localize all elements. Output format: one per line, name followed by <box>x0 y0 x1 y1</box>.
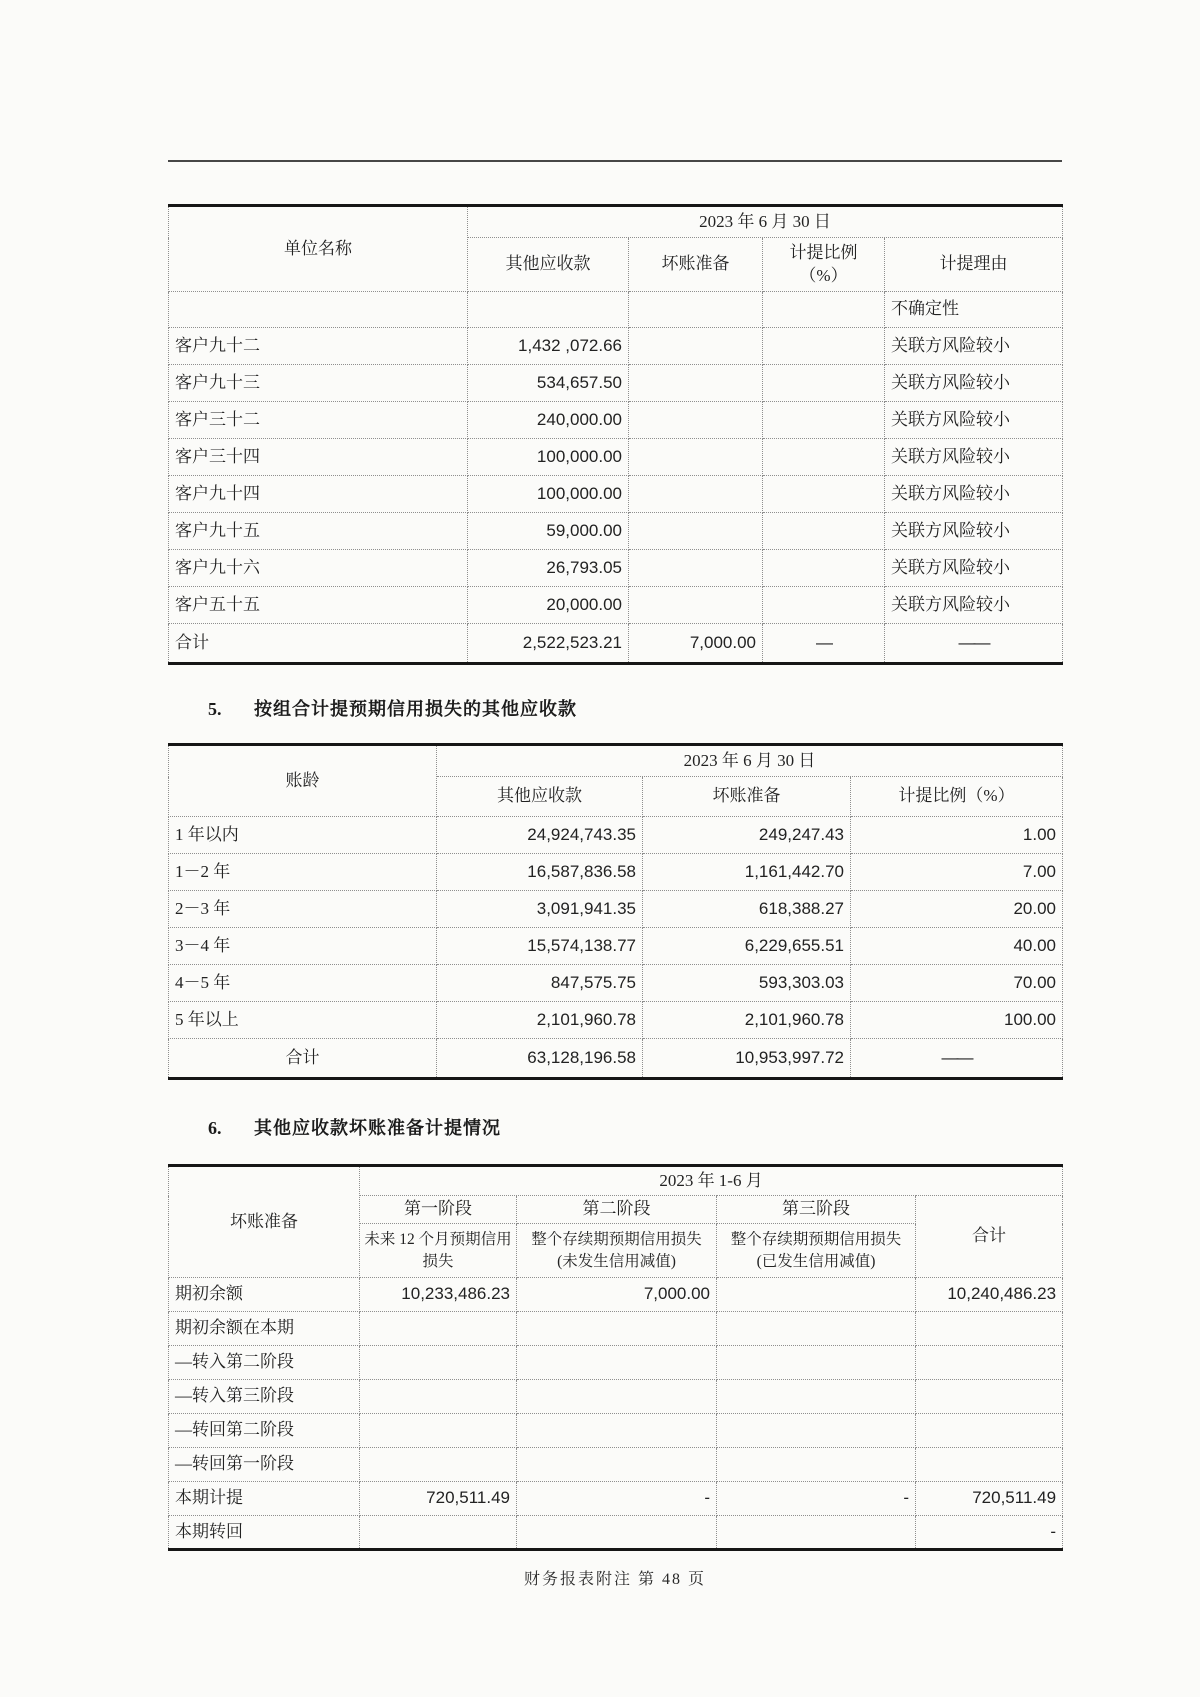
stage3-subheader: 整个存续期预期信用损失(已发生信用减值) <box>717 1224 916 1278</box>
receivable-col-header: 其他应收款 <box>468 238 629 292</box>
unit-name-cell: 客户九十四 <box>169 476 468 513</box>
stage1-cell <box>360 1448 517 1482</box>
provision-stages-table <box>168 1164 1063 1551</box>
stage2-subheader: 整个存续期预期信用损失(未发生信用减值) <box>517 1224 717 1278</box>
stage1-cell: 10,233,486.23 <box>360 1278 517 1312</box>
date-span-header: 2023 年 6 月 30 日 <box>468 206 1063 238</box>
unit-name-cell: 客户三十四 <box>169 439 468 476</box>
receivable-cell: 20,000.00 <box>468 587 629 624</box>
receivable-cell: 534,657.50 <box>468 365 629 402</box>
stage1-cell <box>360 1346 517 1380</box>
cell <box>629 292 763 328</box>
table-row <box>169 365 1063 402</box>
receivable-cell: 847,575.75 <box>437 965 643 1002</box>
total-cell <box>916 1414 1063 1448</box>
total-row <box>169 1039 1063 1079</box>
bad-debt-cell <box>629 550 763 587</box>
total-cell <box>916 1346 1063 1380</box>
stage3-cell <box>717 1346 916 1380</box>
receivable-col-header: 其他应收款 <box>437 777 643 817</box>
reason-cell: 关联方风险较小 <box>885 476 1063 513</box>
receivable-cell: 2,101,960.78 <box>437 1002 643 1039</box>
table-row <box>169 1002 1063 1039</box>
bad-debt-cell: 593,303.03 <box>643 965 851 1002</box>
stage1-cell <box>360 1312 517 1346</box>
stage1-header: 第一阶段 <box>360 1196 517 1224</box>
stage2-cell: - <box>517 1482 717 1516</box>
bad-debt-cell: 1,161,442.70 <box>643 854 851 891</box>
section-6-title: 其他应收款坏账准备计提情况 <box>254 1118 501 1138</box>
receivable-cell: 100,000.00 <box>468 439 629 476</box>
bad-debt-cell: 6,229,655.51 <box>643 928 851 965</box>
table-row <box>169 328 1063 365</box>
total-cell <box>916 1448 1063 1482</box>
row-label-cell: —转入第三阶段 <box>169 1380 360 1414</box>
table-row <box>169 476 1063 513</box>
stage2-header: 第二阶段 <box>517 1196 717 1224</box>
total-col-header: 合计 <box>916 1196 1063 1278</box>
table-row <box>169 1278 1063 1312</box>
table-row <box>169 965 1063 1002</box>
uncertainty-row <box>169 292 1063 328</box>
bad-debt-cell: 618,388.27 <box>643 891 851 928</box>
stage2-cell <box>517 1516 717 1550</box>
receivable-cell: 24,924,743.35 <box>437 817 643 854</box>
reason-cell: 关联方风险较小 <box>885 550 1063 587</box>
stage1-cell <box>360 1414 517 1448</box>
unit-name-cell: 客户五十五 <box>169 587 468 624</box>
unit-name-header: 单位名称 <box>169 206 468 292</box>
receivable-cell: 59,000.00 <box>468 513 629 550</box>
bad-debt-cell <box>629 476 763 513</box>
aging-cell: 1－2 年 <box>169 854 437 891</box>
table-row <box>169 1380 1063 1414</box>
unit-name-cell: 客户三十二 <box>169 402 468 439</box>
unit-name-cell: 客户九十六 <box>169 550 468 587</box>
bad-debt-cell <box>629 402 763 439</box>
total-receivable-cell: 2,522,523.21 <box>468 624 629 664</box>
bad-debt-cell <box>629 513 763 550</box>
table-row <box>169 550 1063 587</box>
ratio-cell: 100.00 <box>851 1002 1063 1039</box>
table-header-row <box>169 1166 1063 1196</box>
total-ratio-cell: —— <box>851 1039 1063 1079</box>
unit-name-cell: 客户九十二 <box>169 328 468 365</box>
receivable-cell: 100,000.00 <box>468 476 629 513</box>
receivable-cell: 16,587,836.58 <box>437 854 643 891</box>
reason-col-header: 计提理由 <box>885 238 1063 292</box>
ratio-cell: 7.00 <box>851 854 1063 891</box>
ratio-cell <box>763 402 885 439</box>
table-row <box>169 587 1063 624</box>
cell <box>763 292 885 328</box>
cell <box>169 292 468 328</box>
total-reason-cell: —— <box>885 624 1063 664</box>
provision-header: 坏账准备 <box>169 1166 360 1278</box>
stage2-cell <box>517 1380 717 1414</box>
ratio-col-header <box>763 238 885 292</box>
table-row <box>169 891 1063 928</box>
reason-cell: 关联方风险较小 <box>885 439 1063 476</box>
cell <box>468 292 629 328</box>
stage3-cell: - <box>717 1482 916 1516</box>
table-row <box>169 402 1063 439</box>
table-row <box>169 928 1063 965</box>
total-cell <box>916 1312 1063 1346</box>
section-5-title: 按组合计提预期信用损失的其他应收款 <box>254 699 577 719</box>
ratio-cell <box>763 476 885 513</box>
section-6-heading <box>168 1114 1062 1140</box>
ratio-cell <box>763 365 885 402</box>
ratio-cell <box>763 328 885 365</box>
stage3-cell <box>717 1278 916 1312</box>
row-label-cell: —转回第二阶段 <box>169 1414 360 1448</box>
row-label-cell: —转回第一阶段 <box>169 1448 360 1482</box>
table-row <box>169 854 1063 891</box>
aging-cell: 3－4 年 <box>169 928 437 965</box>
stage3-header: 第三阶段 <box>717 1196 916 1224</box>
reason-cell: 关联方风险较小 <box>885 402 1063 439</box>
receivable-cell: 15,574,138.77 <box>437 928 643 965</box>
row-label-cell: 期初余额 <box>169 1278 360 1312</box>
total-bad-debt-cell: 7,000.00 <box>629 624 763 664</box>
bad-debt-cell <box>629 328 763 365</box>
stage3-cell <box>717 1380 916 1414</box>
bad-debt-cell: 249,247.43 <box>643 817 851 854</box>
table-row <box>169 817 1063 854</box>
receivable-cell: 1,432 ,072.66 <box>468 328 629 365</box>
table-row <box>169 1312 1063 1346</box>
total-label-cell: 合计 <box>169 1039 437 1079</box>
bad-debt-col-header: 坏账准备 <box>643 777 851 817</box>
individual-receivables-table <box>168 204 1063 665</box>
total-label-cell: 合计 <box>169 624 468 664</box>
aging-analysis-table <box>168 743 1063 1080</box>
table-header-row <box>169 206 1063 238</box>
stage1-cell: 720,511.49 <box>360 1482 517 1516</box>
stage3-cell <box>717 1516 916 1550</box>
reason-cell: 关联方风险较小 <box>885 513 1063 550</box>
row-label-cell: 期初余额在本期 <box>169 1312 360 1346</box>
stage2-cell: 7,000.00 <box>517 1278 717 1312</box>
date-span-header: 2023 年 6 月 30 日 <box>437 745 1063 777</box>
row-label-cell: 本期计提 <box>169 1482 360 1516</box>
ratio-cell <box>763 550 885 587</box>
total-row <box>169 624 1063 664</box>
stage3-cell <box>717 1414 916 1448</box>
table-row <box>169 513 1063 550</box>
table-row <box>169 1448 1063 1482</box>
receivable-cell: 26,793.05 <box>468 550 629 587</box>
bad-debt-cell: 2,101,960.78 <box>643 1002 851 1039</box>
unit-name-cell: 客户九十五 <box>169 513 468 550</box>
table-row <box>169 1516 1063 1550</box>
section-5-heading <box>168 695 1062 721</box>
date-span-header: 2023 年 1-6 月 <box>360 1166 1063 1196</box>
page-content <box>168 0 1062 1551</box>
total-cell: - <box>916 1516 1063 1550</box>
receivable-cell: 3,091,941.35 <box>437 891 643 928</box>
ratio-cell: 20.00 <box>851 891 1063 928</box>
page-footer <box>168 1566 1062 1589</box>
header-rule <box>168 160 1062 162</box>
reason-cell: 不确定性 <box>885 292 1063 328</box>
section-6-number: 6. <box>208 1118 222 1138</box>
stage2-cell <box>517 1312 717 1346</box>
aging-cell: 2－3 年 <box>169 891 437 928</box>
total-cell: 10,240,486.23 <box>916 1278 1063 1312</box>
row-label-cell: —转入第二阶段 <box>169 1346 360 1380</box>
aging-cell: 1 年以内 <box>169 817 437 854</box>
receivable-cell: 240,000.00 <box>468 402 629 439</box>
reason-cell: 关联方风险较小 <box>885 587 1063 624</box>
total-receivable-cell: 63,128,196.58 <box>437 1039 643 1079</box>
reason-cell: 关联方风险较小 <box>885 365 1063 402</box>
footer-text: 财务报表附注 第 48 页 <box>523 1571 706 1588</box>
stage1-cell <box>360 1516 517 1550</box>
stage3-cell <box>717 1312 916 1346</box>
ratio-cell: 40.00 <box>851 928 1063 965</box>
ratio-header-line1: 计提比例 <box>789 243 858 263</box>
total-ratio-cell: — <box>763 624 885 664</box>
stage1-subheader: 未来 12 个月预期信用损失 <box>360 1224 517 1278</box>
ratio-cell <box>763 587 885 624</box>
ratio-cell <box>763 513 885 550</box>
ratio-col-header: 计提比例（%） <box>851 777 1063 817</box>
bad-debt-cell <box>629 365 763 402</box>
stage1-cell <box>360 1380 517 1414</box>
reason-cell: 关联方风险较小 <box>885 328 1063 365</box>
section-5-number: 5. <box>208 699 222 719</box>
aging-header: 账龄 <box>169 745 437 817</box>
row-label-cell: 本期转回 <box>169 1516 360 1550</box>
total-cell <box>916 1380 1063 1414</box>
stage2-cell <box>517 1448 717 1482</box>
table-row <box>169 439 1063 476</box>
table-row <box>169 1414 1063 1448</box>
aging-cell: 5 年以上 <box>169 1002 437 1039</box>
stage2-cell <box>517 1414 717 1448</box>
table-row <box>169 1482 1063 1516</box>
aging-cell: 4－5 年 <box>169 965 437 1002</box>
ratio-cell: 70.00 <box>851 965 1063 1002</box>
ratio-cell <box>763 439 885 476</box>
total-cell: 720,511.49 <box>916 1482 1063 1516</box>
total-bad-debt-cell: 10,953,997.72 <box>643 1039 851 1079</box>
ratio-cell: 1.00 <box>851 817 1063 854</box>
table-header-row <box>169 745 1063 777</box>
stage3-cell <box>717 1448 916 1482</box>
ratio-header-line2: （%） <box>799 265 848 285</box>
bad-debt-cell <box>629 439 763 476</box>
table-row <box>169 1346 1063 1380</box>
bad-debt-cell <box>629 587 763 624</box>
stage2-cell <box>517 1346 717 1380</box>
bad-debt-col-header: 坏账准备 <box>629 238 763 292</box>
unit-name-cell: 客户九十三 <box>169 365 468 402</box>
